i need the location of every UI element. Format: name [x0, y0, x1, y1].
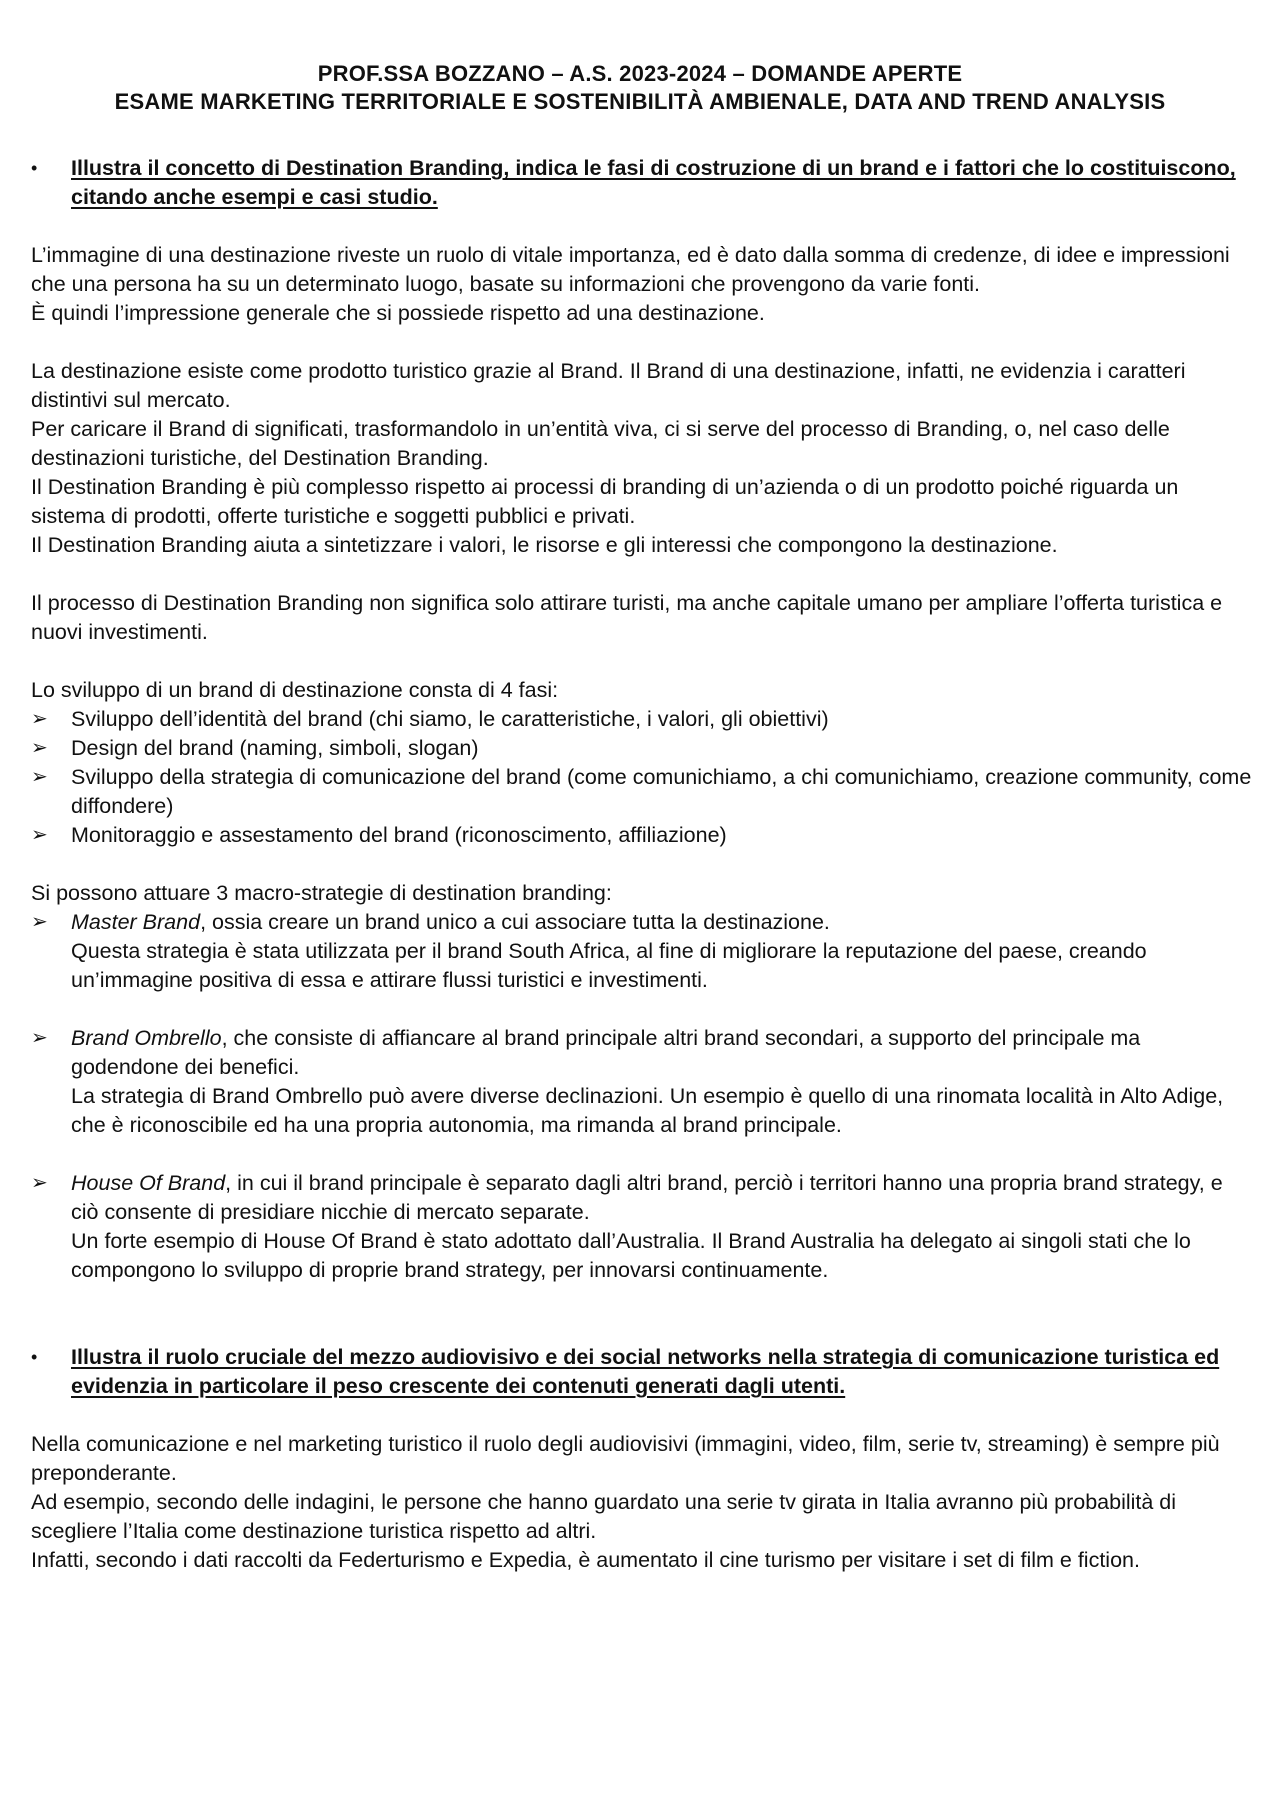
paragraph-brand: [31, 357, 1253, 560]
paragraph-line: Il Destination Branding aiuta a sintetizzare i valori, le risorse e gli interessi che compongono la destinazione.: [31, 533, 1058, 557]
arrow-bullet-icon: ➢: [31, 1027, 48, 1049]
paragraph-image-of-destination: [31, 241, 1253, 328]
strategy-detail: Questa strategia è stata utilizzata per il brand South Africa, al fine di migliorare la reputazione del paese, creando un’immagine positiva di essa e attirare flussi turistici e investimenti.: [71, 939, 1147, 992]
list-item-text: Monitoraggio e assestamento del brand (riconoscimento, affiliazione): [71, 823, 727, 847]
arrow-bullet-icon: ➢: [31, 911, 48, 933]
list-item: [31, 734, 1253, 763]
paragraph-audiovisual: [31, 1430, 1253, 1575]
paragraph-line: Per caricare il Brand di significati, trasformandolo in un’entità viva, ci si serve del processo di Branding, o, nel caso delle destinazioni turistiche, del Destination Branding.: [31, 417, 1170, 470]
header-title: PROF.SSA BOZZANO – A.S. 2023-2024 – DOMANDE APERTE: [317, 61, 963, 86]
paragraph-process: [31, 589, 1253, 647]
header-subtitle: ESAME MARKETING TERRITORIALE E SOSTENIBILITÀ AMBIENALE, DATA AND TREND ANALYSIS: [114, 89, 1166, 114]
paragraph-line: È quindi l’impressione generale che si possiede rispetto ad una destinazione.: [31, 301, 765, 325]
strategy-house-of-brand: [31, 1169, 1253, 1285]
question-2-text: Illustra il ruolo cruciale del mezzo audiovisivo e dei social networks nella strategia di comunicazione turistica ed evidenzia in particolare il peso crescente dei contenuti generati dagli utenti.: [71, 1345, 1220, 1398]
strategy-master-brand: [31, 908, 1253, 995]
phases-list: [31, 676, 1253, 850]
phases-intro: Lo sviluppo di un brand di destinazione consta di 4 fasi:: [31, 678, 559, 702]
document-header: [0, 60, 1280, 116]
strategy-name: Brand Ombrello: [71, 1026, 222, 1050]
question-1-text: Illustra il concetto di Destination Branding, indica le fasi di costruzione di un brand e i fattori che lo costituiscono, citando anche esempi e casi studio.: [71, 156, 1236, 209]
paragraph-line: L’immagine di una destinazione riveste un ruolo di vitale importanza, ed è dato dalla somma di credenze, di idee e impressioni che una persona ha su un determinato luogo, basate su informazioni che provengono da varie fonti.: [31, 243, 1230, 296]
list-item-text: Sviluppo della strategia di comunicazione del brand (come comunichiamo, a chi comunichiamo, creazione community, come diffondere): [71, 765, 1252, 818]
paragraph-line: Nella comunicazione e nel marketing turistico il ruolo degli audiovisivi (immagini, video, film, serie tv, streaming) è sempre più preponderante.: [31, 1432, 1220, 1485]
bullet-icon: •: [31, 1347, 38, 1367]
paragraph-line: Il Destination Branding è più complesso rispetto ai processi di branding di un’azienda o di un prodotto poiché riguarda un sistema di prodotti, offerte turistiche e soggetti pubblici e privati.: [31, 475, 1179, 528]
strategy-text: [71, 908, 1253, 995]
arrow-bullet-icon: ➢: [31, 1172, 48, 1194]
strategy-description: , che consiste di affiancare al brand principale altri brand secondari, a supporto del principale ma godendone dei benefici.: [71, 1026, 1141, 1079]
document-body: [31, 154, 1253, 1604]
spacer: [31, 1314, 1253, 1343]
list-item: [31, 705, 1253, 734]
strategy-text: [71, 1024, 1253, 1140]
arrow-bullet-icon: ➢: [31, 708, 48, 730]
question-1: [31, 154, 1253, 212]
paragraph-line: Infatti, secondo i dati raccolti da Federturismo e Expedia, è aumentato il cine turismo per visitare i set di film e fiction.: [31, 1548, 1140, 1572]
list-item: [31, 763, 1253, 821]
strategy-name: House Of Brand: [71, 1171, 226, 1195]
arrow-bullet-icon: ➢: [31, 824, 48, 846]
arrow-bullet-icon: ➢: [31, 737, 48, 759]
strategy-brand-ombrello: [31, 1024, 1253, 1140]
arrow-bullet-icon: ➢: [31, 766, 48, 788]
list-item-text: Sviluppo dell’identità del brand (chi siamo, le caratteristiche, i valori, gli obiettivi): [71, 707, 829, 731]
paragraph-line: La destinazione esiste come prodotto turistico grazie al Brand. Il Brand di una destinazione, infatti, ne evidenzia i caratteri distintivi sul mercato.: [31, 359, 1186, 412]
strategy-description: , ossia creare un brand unico a cui associare tutta la destinazione.: [200, 910, 830, 934]
strategy-detail: Un forte esempio di House Of Brand è stato adottato dall’Australia. Il Brand Australia ha delegato ai singoli stati che lo compongono lo sviluppo di proprie brand strategy, per innovarsi continuamente.: [71, 1229, 1191, 1282]
bullet-icon: •: [31, 158, 38, 178]
list-item: [31, 821, 1253, 850]
paragraph-line: Il processo di Destination Branding non significa solo attirare turisti, ma anche capitale umano per ampliare l’offerta turistica e nuovi investimenti.: [31, 591, 1223, 644]
list-item-text: Design del brand (naming, simboli, slogan): [71, 736, 479, 760]
strategy-name: Master Brand: [71, 910, 201, 934]
question-2: [31, 1343, 1253, 1401]
strategy-text: [71, 1169, 1253, 1285]
strategy-detail: La strategia di Brand Ombrello può avere diverse declinazioni. Un esempio è quello di una rinomata località in Alto Adige, che è riconoscibile ed ha una propria autonomia, ma rimanda al brand principale.: [71, 1084, 1224, 1137]
strategies-intro: Si possono attuare 3 macro-strategie di destination branding:: [31, 881, 612, 905]
paragraph-line: Ad esempio, secondo delle indagini, le persone che hanno guardato una serie tv girata in Italia avranno più probabilità di scegliere l’Italia come destinazione turistica rispetto ad altri.: [31, 1490, 1177, 1543]
strategy-description: , in cui il brand principale è separato dagli altri brand, perciò i territori hanno una propria brand strategy, e ciò consente di presidiare nicchie di mercato separate.: [71, 1171, 1223, 1224]
